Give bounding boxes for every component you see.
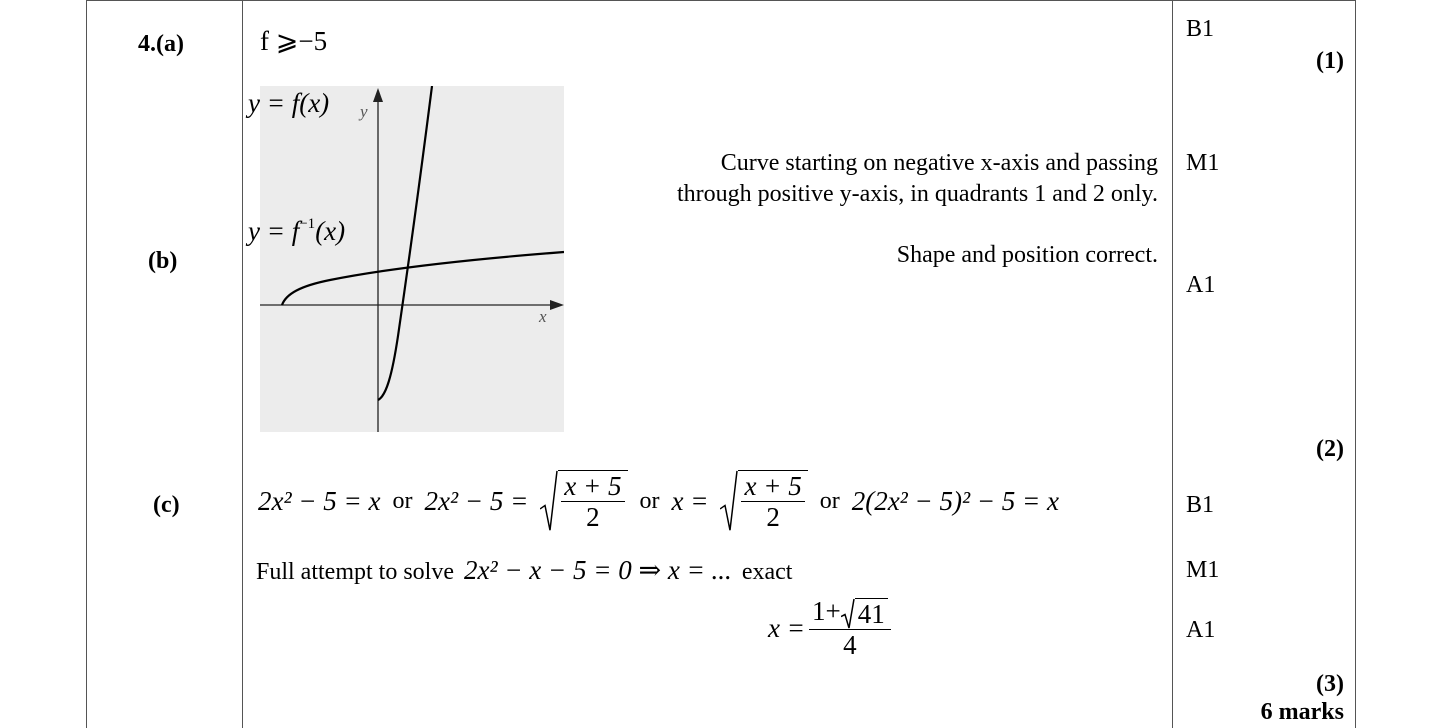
y-axis-arrow xyxy=(373,88,383,102)
part-b-mark-1: M1 xyxy=(1186,150,1220,176)
part-b-label: (b) xyxy=(148,248,178,274)
sqrt-2-denominator: 2 xyxy=(766,502,780,532)
curve-f xyxy=(378,86,432,400)
part-c-answer-denominator: 4 xyxy=(843,630,857,661)
part-c-equations xyxy=(258,470,1059,532)
part-c-answer-root xyxy=(841,598,888,629)
part-a-f: f xyxy=(260,26,269,56)
part-c-line-2-exact: exact xyxy=(741,559,793,585)
part-b-mark-2: A1 xyxy=(1186,272,1216,298)
part-c-line-2-text: Full attempt to solve xyxy=(256,559,454,585)
part-c-eq2-left: 2x² − 5 = xyxy=(424,485,529,516)
column-divider-marks xyxy=(1172,0,1173,728)
part-c-sqrt-1 xyxy=(540,470,627,532)
part-c-answer-num-1: 1+ xyxy=(811,596,841,626)
y-axis-label: y xyxy=(360,102,368,121)
part-c-mark-3: A1 xyxy=(1186,617,1216,643)
label-f-inverse-pre: y = f xyxy=(248,216,300,246)
part-a-total: (1) xyxy=(1316,48,1344,74)
part-b-note-2: Shape and position correct. xyxy=(896,242,1158,268)
graph-panel xyxy=(260,86,564,432)
part-c-mark-1: B1 xyxy=(1186,492,1215,518)
part-c-or-3: or xyxy=(819,487,840,514)
part-c-or-2: or xyxy=(639,487,660,514)
label-f-inverse-sup: −1 xyxy=(299,216,316,232)
part-c-answer xyxy=(768,596,891,660)
part-c-sqrt-2 xyxy=(720,470,807,532)
x-axis-arrow xyxy=(550,300,564,310)
part-a-relation: ⩾−5 xyxy=(275,26,328,56)
part-c-mark-2: M1 xyxy=(1186,557,1220,583)
part-a-answer xyxy=(260,26,327,57)
part-c-label: (c) xyxy=(153,492,180,518)
part-c-eq1: 2x² − 5 = x xyxy=(258,485,381,516)
label-f-inverse-post: (x) xyxy=(315,216,346,246)
part-c-answer-numerator xyxy=(809,596,891,630)
part-c-answer-root-value: 41 xyxy=(855,598,888,629)
part-c-line-2-math: 2x² − x − 5 = 0 ⇒ x = ... xyxy=(464,555,732,585)
label-f: y = f(x) xyxy=(248,88,330,118)
part-c-answer-fraction xyxy=(809,596,891,660)
part-c-line-2 xyxy=(256,555,792,586)
part-c-eq3-left: x = xyxy=(671,485,709,516)
question-total-marks: 6 marks xyxy=(1260,699,1344,725)
sqrt-1-denominator: 2 xyxy=(586,502,600,532)
x-axis-label: x xyxy=(539,307,547,326)
part-b-note-1-line-2: through positive y-axis, in quadrants 1 and 2 only. xyxy=(676,181,1158,207)
sqrt-1-numerator: x + 5 xyxy=(561,471,624,502)
sqrt-2-numerator: x + 5 xyxy=(741,471,804,502)
radical-icon xyxy=(841,598,855,629)
column-divider-label xyxy=(242,0,243,728)
part-b-note-1-line-1: Curve starting on negative x-axis and passing xyxy=(720,150,1158,176)
part-c-or-1: or xyxy=(392,487,413,514)
part-a-mark: B1 xyxy=(1186,16,1215,42)
graph-svg xyxy=(260,86,564,432)
radical-icon xyxy=(540,470,558,532)
part-c-total: (3) xyxy=(1316,671,1344,697)
part-a-label: 4.(a) xyxy=(138,31,184,57)
part-c-eq4: 2(2x² − 5)² − 5 = x xyxy=(851,485,1060,516)
part-b-total: (2) xyxy=(1316,436,1344,462)
radical-icon xyxy=(720,470,738,532)
part-c-answer-left: x = xyxy=(768,612,805,643)
curve-f-inverse xyxy=(282,252,564,305)
label-f-inverse xyxy=(248,216,345,247)
